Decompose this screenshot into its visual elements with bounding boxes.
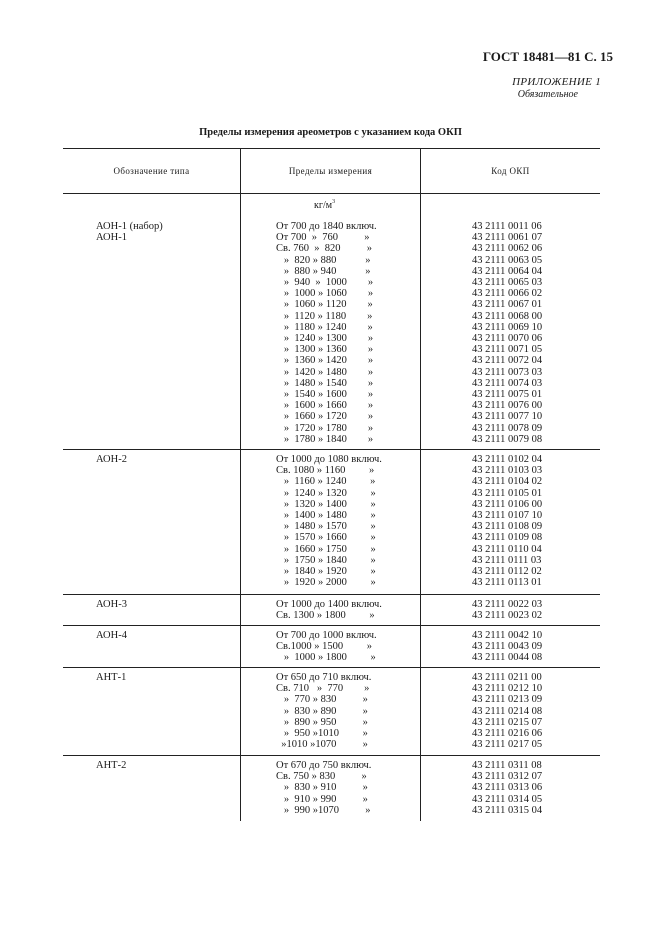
okp-code: 43 2111 0011 06 [472,221,542,232]
measurement-range: » 1000 » 1800 » [276,652,376,664]
measurement-range: От 700 до 1840 включ. [276,221,377,232]
page-header: ГОСТ 18481—81 С. 15 [482,49,613,64]
measurement-range: » 990 »1070 » [276,804,371,816]
okp-code: 43 2111 0212 10 [472,683,543,695]
okp-code: 43 2111 0214 08 [472,705,543,717]
measurement-range: » 1060 » 1120 » [276,299,373,311]
table-header-rule [63,193,600,194]
measurement-range: От 650 до 710 включ. [276,672,372,683]
okp-code: 43 2111 0112 02 [472,566,542,577]
okp-code: 43 2111 0064 04 [472,265,543,277]
okp-code: 43 2111 0079 08 [472,433,543,445]
okp-code: 43 2111 0211 00 [472,672,542,683]
measurement-range: » 890 » 950 » [276,716,368,728]
okp-code: 43 2111 0072 04 [472,355,543,367]
measurement-range: » 1240 » 1300 » [276,333,374,344]
measurement-range: От 700 » 760 » [276,232,370,244]
measurement-range: » 1400 » 1480 » [276,510,376,521]
measurement-range: » 880 » 940 » [276,265,371,277]
okp-code: 43 2111 0312 07 [472,771,543,783]
okp-code: 43 2111 0070 06 [472,333,543,344]
okp-code: 43 2111 0311 08 [472,760,542,771]
okp-code: 43 2111 0216 06 [472,728,543,739]
okp-code: 43 2111 0110 04 [472,543,542,555]
measurement-range: » 1000 » 1060 » [276,288,374,300]
measurement-range: » 1540 » 1600 » [276,389,374,400]
okp-code: 43 2111 0065 03 [472,277,543,288]
measurement-range: » 1120 » 1180 » [276,310,373,322]
okp-code: 43 2111 0078 09 [472,422,543,434]
group-separator [63,667,600,668]
okp-code: 43 2111 0111 03 [472,554,542,566]
measurement-range: » 1600 » 1660 » [276,400,374,412]
group-separator [63,625,600,626]
measurement-range: Св. 1080 » 1160 » [276,465,375,477]
okp-code: 43 2111 0023 02 [472,610,543,622]
column-header-code: Код ОКП [491,166,530,176]
measurement-range: » 1480 » 1570 » [276,521,376,533]
okp-code: 43 2111 0313 06 [472,782,543,794]
type-designation: АОН-3 [96,599,127,610]
measurement-range: » 1180 » 1240 » [276,321,373,333]
measurement-range: Св.1000 » 1500 » [276,641,372,653]
okp-code: 43 2111 0076 00 [472,400,543,412]
measurement-range: » 1660 » 1720 » [276,411,374,423]
measurement-range: От 1000 до 1400 включ. [276,599,382,610]
okp-code: 43 2111 0066 02 [472,288,543,300]
okp-code: 43 2111 0108 09 [472,521,543,533]
measurement-range: » 1160 » 1240 » [276,476,376,488]
measurement-range: » 910 » 990 » [276,793,368,805]
okp-code: 43 2111 0215 07 [472,716,543,728]
okp-code: 43 2111 0061 07 [472,232,543,244]
unit-label [314,199,335,211]
group-separator [63,755,600,756]
measurement-range: Св. 750 » 830 » [276,771,367,783]
unit-superscript: 3 [332,199,336,205]
okp-code: 43 2111 0217 05 [472,739,543,751]
okp-code: 43 2111 0315 04 [472,804,543,816]
okp-code: 43 2111 0073 03 [472,366,543,378]
okp-code: 43 2111 0068 00 [472,310,543,322]
okp-code: 43 2111 0075 01 [472,389,543,400]
measurement-range: » 1920 » 2000 » [276,577,376,589]
column-divider-1 [240,148,241,821]
okp-code: 43 2111 0063 05 [472,254,543,266]
measurement-range: »1010 »1070 » [276,739,368,751]
measurement-range: » 770 » 830 » [276,694,368,706]
measurement-range: » 1660 » 1750 » [276,543,376,555]
type-designation: АОН-4 [96,630,127,641]
okp-code: 43 2111 0102 04 [472,454,543,465]
measurement-range: » 1360 » 1420 » [276,355,374,367]
okp-code: 43 2111 0105 01 [472,487,543,499]
column-divider-2 [420,148,421,821]
appendix-note: Обязательное [517,89,578,100]
column-header-type: Обозначение типа [113,166,190,176]
okp-code: 43 2111 0314 05 [472,793,543,805]
measurement-range: Св. 1300 » 1800 » [276,610,375,622]
okp-code: 43 2111 0067 01 [472,299,543,311]
type-designation: АОН-2 [96,454,127,465]
column-header-range: Пределы измерения [288,166,373,176]
measurement-range: » 830 » 910 » [276,782,368,794]
measurement-range: » 1780 » 1840 » [276,433,374,445]
measurement-range: » 820 » 880 » [276,254,371,266]
okp-code: 43 2111 0077 10 [472,411,543,423]
table-top-rule [63,148,600,149]
type-designation: АНТ-1 [96,672,127,683]
measurement-range: » 1240 » 1320 » [276,487,376,499]
okp-code: 43 2111 0074 03 [472,377,543,389]
type-designation: АНТ-2 [96,760,127,771]
group-separator [63,594,600,595]
measurement-range: » 1840 » 1920 » [276,566,376,577]
okp-code: 43 2111 0109 08 [472,532,543,544]
okp-code: 43 2111 0213 09 [472,694,543,706]
measurement-range: » 1420 » 1480 » [276,366,374,378]
okp-code: 43 2111 0107 10 [472,510,543,521]
okp-code: 43 2111 0043 09 [472,641,543,653]
measurement-range: » 940 » 1000 » [276,277,374,288]
measurement-range: Св. 710 » 770 » [276,683,370,695]
okp-code: 43 2111 0062 06 [472,243,543,255]
measurement-range: » 1720 » 1780 » [276,422,374,434]
group-separator [63,449,600,450]
measurement-range: » 1320 » 1400 » [276,498,376,510]
okp-code: 43 2111 0103 03 [472,465,543,477]
okp-code: 43 2111 0104 02 [472,476,543,488]
okp-code: 43 2111 0044 08 [472,652,543,664]
measurement-range: » 1480 » 1540 » [276,377,374,389]
measurement-range: От 1000 до 1080 включ. [276,454,382,465]
okp-code: 43 2111 0022 03 [472,599,543,610]
appendix-label: ПРИЛОЖЕНИЕ 1 [512,76,601,88]
okp-code: 43 2111 0071 05 [472,344,543,356]
table-title: Пределы измерения ареометров с указанием кода ОКП [199,127,462,138]
measurement-range: » 1570 » 1660 » [276,532,376,544]
measurement-range: » 830 » 890 » [276,705,368,717]
measurement-range: » 1750 » 1840 » [276,554,376,566]
okp-code: 43 2111 0042 10 [472,630,543,641]
type-designation: АОН-1 [96,232,127,244]
measurement-range: От 670 до 750 включ. [276,760,372,771]
okp-code: 43 2111 0106 00 [472,498,543,510]
unit-text: кг/м [314,200,333,211]
okp-code: 43 2111 0069 10 [472,321,543,333]
measurement-range: Св. 760 » 820 » [276,243,372,255]
measurement-range: От 700 до 1000 включ. [276,630,377,641]
measurement-range: » 1300 » 1360 » [276,344,374,356]
measurement-range: » 950 »1010 » [276,728,368,739]
type-designation: АОН-1 (набор) [96,221,163,232]
okp-code: 43 2111 0113 01 [472,577,542,589]
